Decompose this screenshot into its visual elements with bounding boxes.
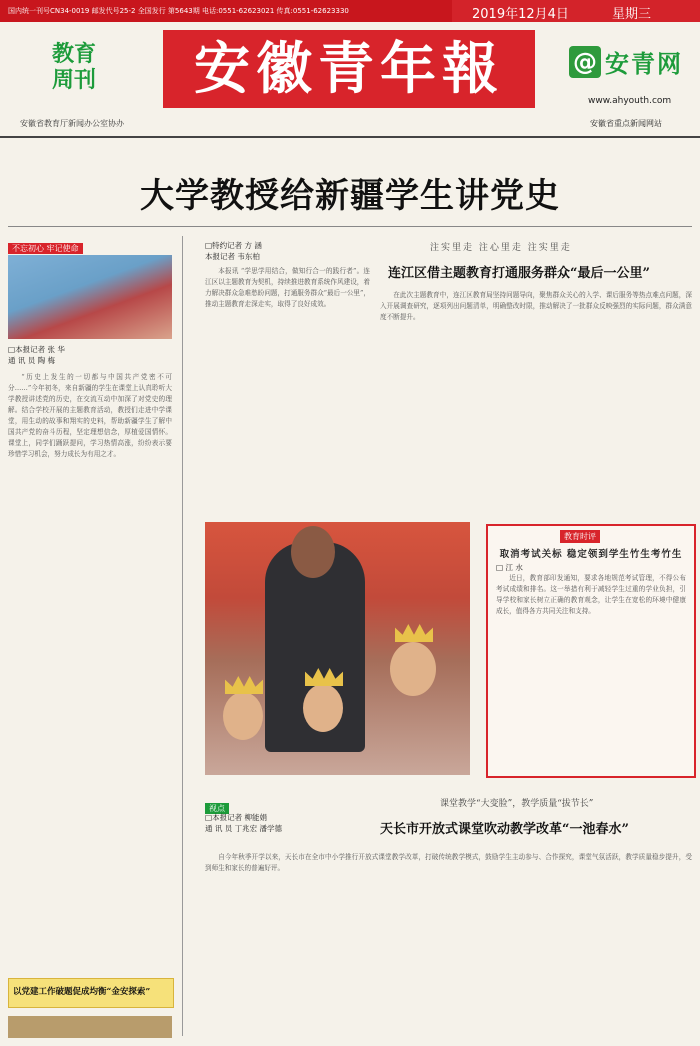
date-box [452, 0, 700, 22]
newspaper-masthead [163, 30, 535, 108]
headline-rule [8, 226, 692, 227]
left-byline-1: □本报记者 张 华 [8, 345, 65, 354]
bottom-kicker: 课堂教学“大变脸”，教学质量“拔节长” [440, 799, 594, 809]
classroom-photo [8, 255, 172, 339]
right-sub-text: 安徽省重点新闻网站 [590, 119, 662, 128]
left-sub-text: 安徽省教育厅新闻办公室协办 [20, 119, 124, 128]
bottom-article-text: 自今年秋季开学以来，天长市在全市中小学推行开放式课堂教学改革，打破传统教学模式，鼓励学生主动参与、合作探究，课堂气氛活跃，教学质量稳步提升，受到师生和家长的普遍好评。 [205, 853, 692, 872]
mid-article-text: 本报讯 “学思学用结合，做知行合一的践行者”。连江区以主题教育为契机，持续推进教育系统作风建设，着力解决群众急难愁盼问题，打通服务群众“最后一公里”，推动主题教育走深走实，取得了良好成效。 [205, 267, 370, 308]
left-byline-2: 通 讯 员 陶 梅 [8, 356, 56, 365]
edu-weekly-logo [52, 42, 96, 94]
footer-title: 以党建工作破题促成均衡“金安探索” [13, 987, 151, 997]
at-icon: @ [569, 46, 601, 78]
top-info-text: 国内统一刊号CN34-0019 邮发代号25-2 全国发行 第5643期 电话:0551-62623021 传真:0551-62623330 [8, 7, 349, 15]
mid-byline-2: 本报记者 韦东柏 [205, 252, 260, 261]
site-logo [569, 44, 683, 79]
mid-byline-1: □特约记者 方 涵 [205, 241, 262, 250]
paper-crown-icon [395, 624, 433, 642]
commentary-badge: 教育时评 [560, 530, 600, 543]
commentary-title: 取消考试关标 稳定领到学生竹生考竹生 [499, 549, 683, 560]
theme-badge: 不忘初心 牢记使命 [8, 243, 83, 254]
column-divider [182, 236, 183, 1036]
edu-line-1: 教育 [52, 42, 97, 67]
paper-crown-icon [225, 676, 263, 694]
child-figure [303, 684, 343, 732]
bottom-title: 天长市开放式课堂吹动教学改革“一池春水” [380, 822, 629, 837]
article-title: 连江区借主题教育打通服务群众“最后一公里” [388, 266, 650, 281]
edu-line-2: 周刊 [52, 68, 97, 93]
issue-date: 2019年12月4日 [472, 7, 569, 22]
bottom-article-body [205, 852, 692, 1038]
footer-banner [8, 978, 174, 1008]
footer-image [8, 1016, 172, 1038]
child-figure [223, 692, 263, 740]
right-article-body [380, 290, 692, 510]
left-badge-wrap [8, 236, 83, 255]
commentary-box [486, 524, 696, 778]
issue-weekday: 星期三 [612, 7, 652, 22]
mid-article-body [205, 266, 370, 510]
right-article-text: 在此次主题教育中，连江区教育局坚持问题导向，聚焦群众关心的入学、课后服务等热点难点问题，深入开展调查研究，逐项列出问题清单，明确整改时限，推动解决了一批群众反映强烈的实际问题，群众满意度不断提升。 [380, 291, 692, 321]
teacher-children-photo [205, 522, 470, 775]
article-kicker: 注实里走 注心里走 注实里走 [430, 243, 572, 253]
commentary-author: □ 江 水 [496, 563, 523, 572]
newspaper-title: 安徽青年報 [194, 36, 504, 102]
bottom-byline-1: □本报记者 柳能娟 [205, 813, 267, 822]
viewpoint-badge: 视点 [205, 803, 229, 814]
site-url: www.ahyouth.com [588, 96, 672, 106]
left-article-text: “历史上发生的一切都与中国共产党密不可分……”今年初冬，来自新疆的学生在课堂上认真聆听大学教授讲述党的历史，在交流互动中加深了对党史的理解。结合学校开展的主题教育活动，教授们走进中学课堂，用生动的故事和翔实的史料，帮助新疆学生了解中国共产党的奋斗历程，坚定理想信念，厚植爱国情怀。课堂上，同学们踊跃提问，学习热情高涨，纷纷表示要珍惜学习机会，努力成长为有用之才。 [8, 373, 172, 458]
left-article-body [8, 372, 172, 970]
teacher-head [291, 526, 335, 578]
masthead-rule [0, 136, 700, 138]
commentary-text: 近日，教育部印发通知，要求各地规范考试管理，不得公布考试成绩和排名。这一举措有利于减轻学生过重的学业负担，引导学校和家长树立正确的教育观念，让学生在宽松的环境中健康成长，值得各方共同关注和支持。 [496, 574, 686, 615]
page-headline: 大学教授给新疆学生讲党史 [140, 176, 560, 216]
bottom-byline-2: 通 讯 员 丁兆宏 潘学德 [205, 824, 283, 833]
site-name: 安青网 [605, 49, 683, 78]
commentary-body [496, 573, 686, 763]
child-figure [390, 642, 436, 696]
